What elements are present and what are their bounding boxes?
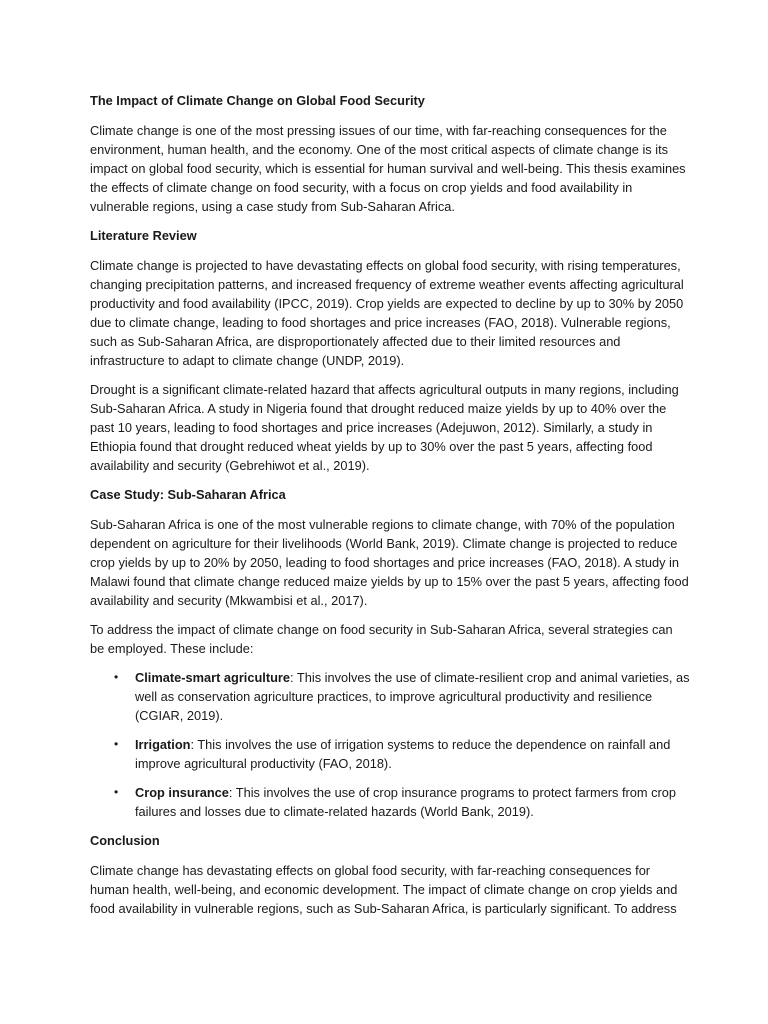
strategy-description: : This involves the use of climate-resilient crop and animal varieties, as well as conservation agriculture practices, to improve agricultural productivity and resilience (CGIAR, 2019). xyxy=(135,670,690,723)
literature-review-paragraph-1: Climate change is projected to have devastating effects on global food security, with rising temperatures, changing precipitation patterns, and increased frequency of extreme weather events affecting agricultural productivity and food availability (IPCC, 2019). Crop yields are expected to decline by up to 30% by 2050 due to climate change, leading to food shortages and price increases (FAO, 2018). Vulnerable regions, such as Sub-Saharan Africa, are disproportionately affected due to their limited resources and infrastructure to adapt to climate change (UNDP, 2019). xyxy=(90,258,684,368)
literature-review-heading: Literature Review xyxy=(90,228,197,243)
case-study-paragraph-2: To address the impact of climate change on food security in Sub-Saharan Africa, several strategies can be employed. These include: xyxy=(90,622,673,656)
strategy-term: Crop insurance xyxy=(135,785,229,800)
literature-review-paragraph-2: Drought is a significant climate-related hazard that affects agricultural outputs in many regions, including Sub-Saharan Africa. A study in Nigeria found that drought reduced maize yields by up to 40% over the past 10 years, leading to food shortages and price increases (Adejuwon, 2012). Similarly, a study in Ethiopia found that drought reduced wheat yields by up to 30% over the past 5 years, affecting food availability and security (Gebrehiwot et al., 2019). xyxy=(90,382,679,473)
list-item xyxy=(90,735,690,773)
bullet-icon: • xyxy=(114,785,119,799)
bullet-icon: • xyxy=(114,737,119,751)
list-item xyxy=(90,668,690,725)
document-title: The Impact of Climate Change on Global Food Security xyxy=(90,93,425,108)
strategies-list xyxy=(90,668,690,821)
case-study-paragraph-1: Sub-Saharan Africa is one of the most vulnerable regions to climate change, with 70% of the population dependent on agriculture for their livelihoods (World Bank, 2019). Climate change is projected to reduce crop yields by up to 20% by 2050, leading to food shortages and price increases (FAO, 2018). A study in Malawi found that climate change reduced maize yields by up to 15% over the past 5 years, affecting food availability and security (Mkwambisi et al., 2017). xyxy=(90,517,689,608)
strategy-description: : This involves the use of crop insurance programs to protect farmers from crop failures and losses due to climate-related hazards (World Bank, 2019). xyxy=(135,785,677,819)
conclusion-paragraph: Climate change has devastating effects on global food security, with far-reaching consequences for human health, well-being, and economic development. The impact of climate change on crop yields and food availability in vulnerable regions, such as Sub-Saharan Africa, is particularly significant. To address xyxy=(90,863,678,916)
list-item xyxy=(90,783,690,821)
bullet-icon: • xyxy=(114,670,119,684)
strategy-term: Irrigation xyxy=(135,737,191,752)
conclusion-heading: Conclusion xyxy=(90,833,160,848)
strategy-term: Climate-smart agriculture xyxy=(135,670,291,685)
document-page xyxy=(90,91,690,928)
intro-paragraph: Climate change is one of the most pressing issues of our time, with far-reaching consequences for the environment, human health, and the economy. One of the most critical aspects of climate change is its impact on global food security, which is essential for human survival and well-being. This thesis examines the effects of climate change on food security, with a focus on crop yields and food availability in vulnerable regions, using a case study from Sub-Saharan Africa. xyxy=(90,123,686,214)
strategy-description: : This involves the use of irrigation systems to reduce the dependence on rainfall and improve agricultural productivity (FAO, 2018). xyxy=(135,737,671,771)
case-study-heading: Case Study: Sub-Saharan Africa xyxy=(90,487,286,502)
